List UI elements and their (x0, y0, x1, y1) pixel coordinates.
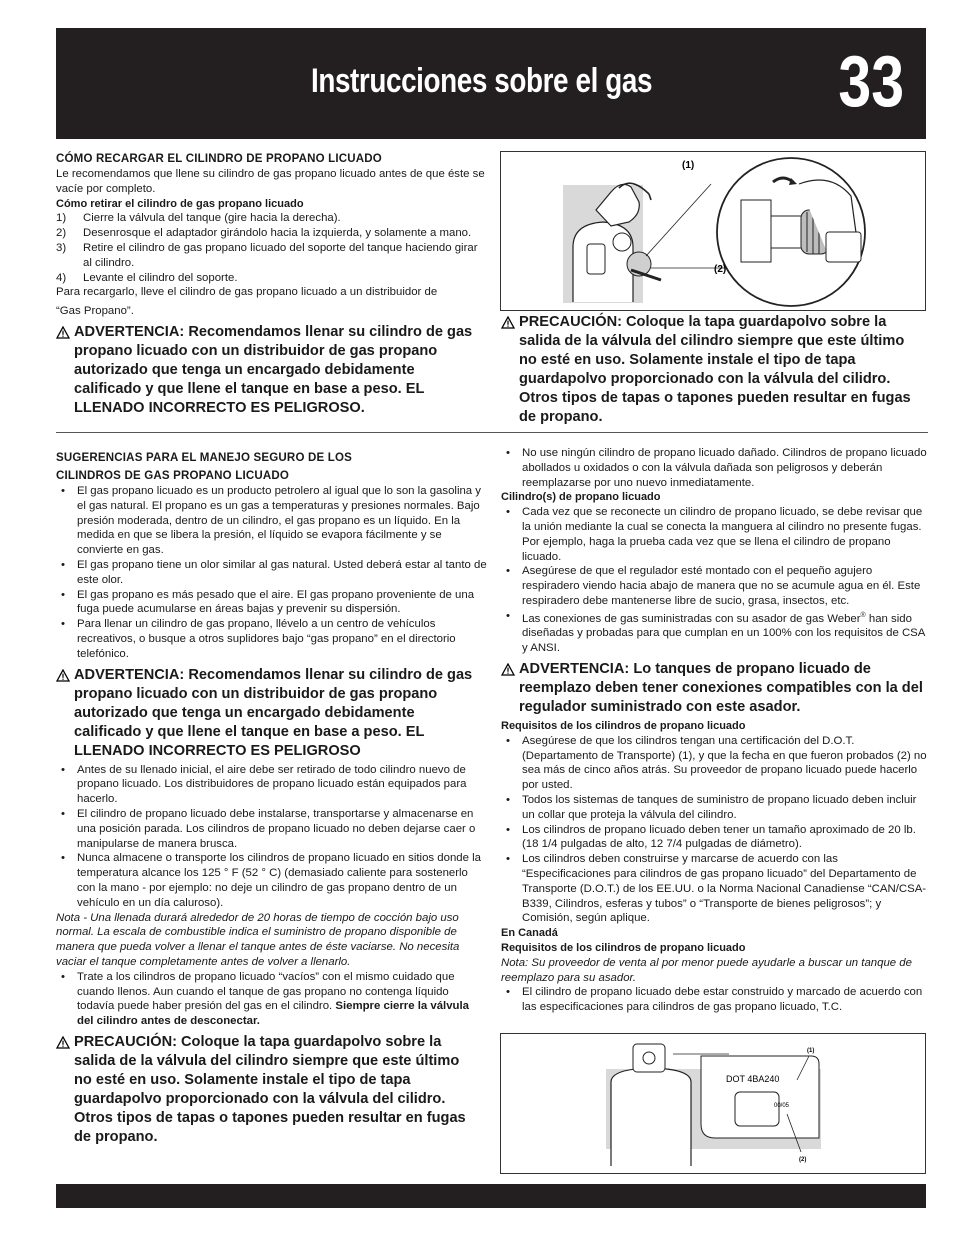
list-item: 3) Retire el cilindro de gas propano licuado del soporte del tanque haciendo girar al cilindro. (56, 241, 478, 269)
replacement-warning: ADVERTENCIA: Lo tanques de propano licuado de reemplazo deben tener conexiones compatibles con la del regulador suministrado con este asador. (501, 660, 927, 717)
recharge-text-1: Para recargarlo, lleve el cilindro de gas propano licuado a un distribuidor de (56, 286, 438, 299)
warning-icon (501, 316, 515, 329)
cylinder-section (501, 446, 927, 1015)
tips-list-c (56, 970, 488, 1029)
cooking-note: Nota - Una llenada durará alrededor de 20 horas de tiempo de cocción bajo uso normal. La escala de combustible indica el suministro de propano disponible de manera que pueda volver a llenar el tanque antes de éste vaciarse. No necesita vaciar el tanque completamente antes de volver a llenarlo. (56, 911, 460, 968)
section-divider (56, 432, 928, 433)
requirements-list (501, 734, 927, 926)
refill-section (56, 149, 488, 420)
dot-label-figure (500, 1033, 926, 1174)
cylinder-valve-illustration (501, 152, 925, 310)
list-item: • El cilindro de propano licuado debe estar construido y marcado de acuerdo con las especificaciones para cilindros de gas propano licuado, T.C. (501, 985, 927, 1015)
recharge-text-2: “Gas Propano”. (56, 305, 134, 318)
refill-intro: Le recomendamos que llene su cilindro de gas propano licuado antes de que éste se vacíe por completo. (56, 168, 485, 195)
list-item: • Nunca almacene o transporte los cilindros de propano licuado en sitios donde la temperatura alcance los 125 ° F (52 ° C) (demasiado caliente para sostenerlo con la mano - por ejemplo: no deje un cilindro de gas propano dentro de un vehículo en un día caluroso). (56, 851, 488, 910)
page-title: Instrucciones sobre el gas (311, 62, 653, 100)
canada-list (501, 985, 927, 1015)
list-item: • No use ningún cilindro de propano licuado dañado. Cilindros de propano licuado abollados u oxidados o con la válvula dañada son peligrosos y deberán reemplazarse por uno nuevo inmediatamente. (501, 446, 927, 490)
tips-warning: ADVERTENCIA: Recomendamos llenar su cilindro de gas propano licuado con un distribuidor de gas propano autorizado que tenga un encargado debidamente calificado y que llene el tanque en base a peso. EL LLENADO INCORRECTO ES PELIGROSO (56, 666, 476, 761)
remove-steps (56, 211, 488, 285)
requirements-heading-canada: Requisitos de los cilindros de propano licuado (501, 941, 746, 954)
figure-label-1: (1) (682, 160, 695, 171)
warning-icon (56, 1036, 70, 1049)
caution-top: PRECAUCIÓN: Coloque la tapa guardapolvo sobre la salida de la válvula del cilindro siempre que este último no esté en uso. Solamente instale el tipo de tapa guardapolvo proporcionado con la válvula del cilidro. Otros tipos de tapas o tapones pueden resultar en fugas de propano. (501, 313, 921, 427)
canada-heading: En Canadá (501, 927, 558, 940)
cylinder-dot-illustration (501, 1034, 925, 1173)
list-item: • Los cilindros deben construirse y marcarse de acuerdo con las “Especificaciones para cilindros de gas propano licuado” del Departamento de Transporte (D.O.T.) de los EE.UU. o la Norma Nacional Canadiense “CAN/CSA-B339, Cilindros, esferas y tubos” o “Transporte de bienes peligrosos”; y Comisión, según aplique. (501, 852, 927, 926)
refill-heading: CÓMO RECARGAR EL CILINDRO DE PROPANO LICUADO (56, 151, 382, 165)
figure2-label-1: (1) (807, 1048, 815, 1054)
list-item: • Asegúrese de que los cilindros tengan una certificación del D.O.T. (Departamento de Transporte) (1), y que la fecha en que fueron probados (2) no sea más de cinco años atrás. Su proveedor de propano licuado puede hacerlo por usted. (501, 734, 927, 793)
list-item: • El gas propano es más pesado que el aire. El gas propano proveniente de una fuga puede acumularse en áreas bajas y prevenir su dispersión. (56, 588, 488, 618)
list-item: • Asegúrese de que el regulador esté montado con el pequeño agujero respiradero viendo hacia abajo de manera que no se acumule agua en él. Este respiradero debe mantenerse libre de sucio, grasa, insectos, etc. (501, 564, 927, 608)
warning-icon (56, 326, 70, 339)
list-item: • El gas propano licuado es un producto petrolero al igual que lo son la gasolina y el gas natural. El propano es un gas a temperaturas y presiones normales. Bajo presión moderada, dentro de un cilindro, el gas propano es un líquido. En la medida en que se libera la presión, el líquido se evapora fácilmente y se convierte en gas. (56, 484, 488, 558)
figure2-label-2: (2) (799, 1157, 807, 1163)
list-item: • Las conexiones de gas suministradas con su asador de gas Weber® han sido diseñadas y probadas para que cumplan en un 100% con los requisitos de CSA y ANSI. (501, 609, 927, 656)
list-item: • Para llenar un cilindro de gas propano, llévelo a un centro de vehículos recreativos, o busque a otros suplidores bajo “gas propano” en el directorio telefónico. (56, 617, 488, 661)
list-item: • Trate a los cilindros de propano licuado “vacíos” con el mismo cuidado que cuando llenos. Aun cuando el tanque de gas propano no contenga líquido todavía puede haber presión del gas en el cilindro. Siempre cierre la válvula del cilindro antes de desconectar. (56, 970, 488, 1029)
list-item: • El cilindro de propano licuado debe instalarse, transportarse y almacenarse en una posición parada. Los cilindros de propano licuado no deben dejarse caer o manipularse de manera brusca. (56, 807, 488, 851)
retailer-note: Nota: Su proveedor de venta al por menor puede ayudarle a buscar un tanque de reemplazo para su asador. (501, 956, 912, 984)
tips-heading-2: CILINDROS DE GAS PROPANO LICUADO (56, 468, 290, 482)
list-item: • El gas propano tiene un olor similar al gas natural. Usted deberá estar al tanto de este olor. (56, 558, 488, 588)
cylinder-heading: Cilindro(s) de propano licuado (501, 491, 661, 504)
list-item: 4) Levante el cilindro del soporte. (56, 271, 238, 284)
tips-section (56, 448, 488, 1149)
footer-bar (56, 1184, 926, 1208)
caution-section-top (501, 313, 921, 429)
damaged-list (501, 446, 927, 490)
dot-code: DOT 4BA240 (726, 1074, 780, 1084)
refill-warning: ADVERTENCIA: Recomendamos llenar su cilindro de gas propano licuado con un distribuidor de gas propano autorizado que tenga un encargado debidamente calificado y que llene el tanque en base a peso. EL LLENADO INCORRECTO ES PELIGROSO. (56, 323, 476, 418)
list-item: • Cada vez que se reconecte un cilindro de propano licuado, se debe revisar que la unión mediante la cual se conecta la manguera al cilindro no presente fugas. Por ejemplo, haga la prueba cada vez que se llena el cilindro de propano licuado. (501, 505, 927, 564)
tips-heading-1: SUGERENCIAS PARA EL MANEJO SEGURO DE LOS (56, 450, 353, 464)
page-number: 33 (838, 42, 904, 122)
cylinder-list (501, 505, 927, 656)
test-date: 00/05 (774, 1103, 790, 1109)
list-item: 2) Desenrosque el adaptador girándolo hacia la izquierda, y solamente a mano. (56, 227, 472, 240)
list-item: 1) Cierre la válvula del tanque (gire hacia la derecha). (56, 212, 341, 225)
valve-figure (500, 151, 926, 311)
tips-list-b (56, 763, 488, 911)
list-item: • Antes de su llenado inicial, el aire debe ser retirado de todo cilindro nuevo de propano licuado. Los distribuidores de propano licuado están equipados para hacerlo. (56, 763, 488, 807)
header-bar (56, 28, 926, 139)
remove-heading: Cómo retirar el cilindro de gas propano licuado (56, 197, 304, 210)
figure-label-2: (2) (714, 264, 727, 275)
warning-icon (56, 669, 70, 682)
tips-list-a (56, 484, 488, 662)
warning-icon (501, 663, 515, 676)
list-item: • Todos los sistemas de tanques de suministro de propano licuado deben incluir un collar que proteja la válvula del cilindro. (501, 793, 927, 823)
list-item: • Los cilindros de propano licuado deben tener un tamaño aproximado de 20 lb. (18 1/4 pulgadas de alto, 12 7/4 pulgadas de diámetro). (501, 823, 927, 853)
requirements-heading: Requisitos de los cilindros de propano licuado (501, 719, 746, 732)
tips-caution: PRECAUCIÓN: Coloque la tapa guardapolvo sobre la salida de la válvula del cilindro siempre que este último no esté en uso. Solamente instale el tipo de tapa guardapolvo proporcionado con la válvula del cilidro. Otros tipos de tapas o tapones pueden resultar en fugas de propano. (56, 1033, 476, 1147)
